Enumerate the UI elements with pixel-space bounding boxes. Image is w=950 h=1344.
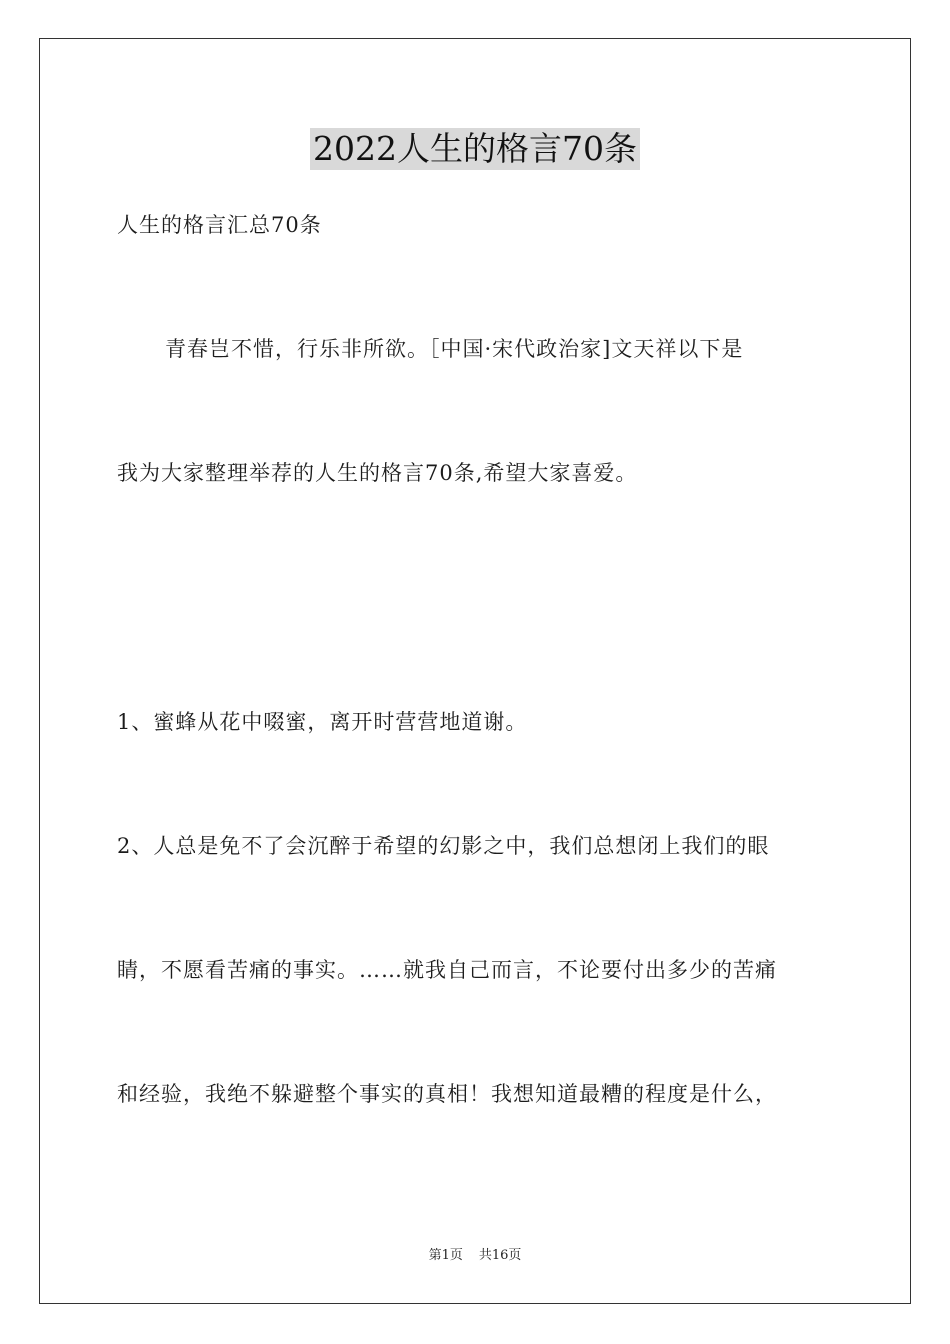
page-total: 共16页 (478, 1248, 522, 1263)
paragraph-line-5: 睛，不愿看苦痛的事实。……就我自己而言，不论要付出多少的苦痛 (117, 958, 777, 982)
paragraph-line-1: 青春岂不惜，行乐非所欲。［中国·宋代政治家]文天祥以下是 (165, 337, 744, 361)
paragraph-line-4: 2、人总是免不了会沉醉于希望的幻影之中，我们总想闭上我们的眼 (117, 834, 770, 858)
paragraph-line-2: 我为大家整理举荐的人生的格言70条,希望大家喜爱。 (117, 461, 638, 485)
document-title: 2022人生的格言70条 (310, 128, 640, 170)
document-subtitle: 人生的格言汇总70条 (117, 213, 322, 237)
page-number: 第1页 (428, 1248, 463, 1263)
paragraph-line-3: 1、蜜蜂从花中啜蜜，离开时营营地道谢。 (117, 710, 528, 734)
title-container (0, 128, 950, 170)
page-footer (0, 1248, 950, 1264)
paragraph-line-6: 和经验，我绝不躲避整个事实的真相！我想知道最糟的程度是什么， (117, 1082, 777, 1106)
